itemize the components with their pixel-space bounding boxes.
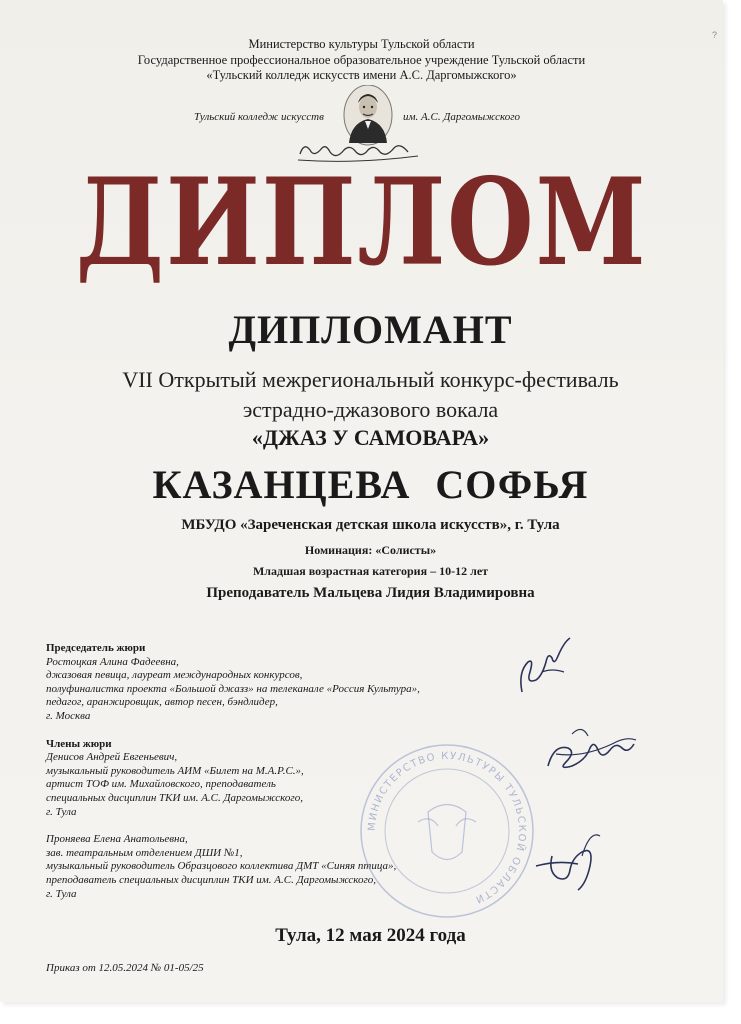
award-title: ДИПЛОМАНТ bbox=[228, 307, 513, 352]
jury-member-line: специальных дисциплин ТКИ им. А.С. Даргомыжского, bbox=[46, 791, 303, 804]
age-category: Младшая возрастная категория – 10-12 лет bbox=[252, 564, 489, 578]
jury-member-line: г. Тула bbox=[46, 805, 77, 818]
contest-name: «ДЖАЗ У САМОВАРА» bbox=[251, 425, 490, 450]
corner-mark: ? bbox=[712, 30, 718, 40]
official-stamp-icon bbox=[358, 742, 536, 920]
school-name: МБУДО «Зареченская детская школа искусств», г. Тула bbox=[181, 517, 560, 533]
jury-member-line: Денисов Андрей Евгеньевич, bbox=[46, 751, 178, 764]
jury-chair-heading: Председатель жюри bbox=[46, 642, 146, 654]
teacher-name: Преподаватель Мальцева Лидия Владимировна bbox=[206, 585, 535, 601]
jury-chair-line: джазовая певица, лауреат международных конкурсов, bbox=[46, 669, 303, 682]
order-number: Приказ от 12.05.2024 № 01-05/25 bbox=[46, 962, 204, 974]
chair-signature-icon bbox=[512, 632, 582, 702]
jury-member-line: музыкальный руководитель АИМ «Билет на М.А.Р.С.», bbox=[46, 764, 304, 777]
nomination: Номинация: «Солисты» bbox=[304, 543, 437, 557]
logo-left-text: Тульский колледж искусств bbox=[194, 111, 324, 123]
jury-member-line: г. Тула bbox=[46, 887, 77, 900]
jury-member-line: зав. театральным отделением ДШИ №1, bbox=[46, 846, 243, 859]
svg-text:МИНИСТЕРСТВО КУЛЬТУРЫ ТУЛЬСКОЙ: МИНИСТЕРСТВО КУЛЬТУРЫ ТУЛЬСКОЙ ОБЛАСТИ bbox=[366, 750, 528, 906]
jury-chair-line: Ростоцкая Алина Фадеевна, bbox=[46, 655, 179, 668]
college-line: «Тульский колледж искусств имени А.С. Даргомыжского» bbox=[206, 68, 517, 82]
member2-signature-icon bbox=[528, 826, 608, 896]
diploma-title: ДИПЛОМ bbox=[75, 152, 648, 293]
jury-member-line: преподаватель специальных дисциплин ТКИ им. А.С. Даргомыжского, bbox=[46, 873, 377, 886]
jury-member-line: артист ТОФ им. Михайловского, преподаватель bbox=[46, 778, 276, 791]
jury-member-line: Проняева Елена Анатольевна, bbox=[46, 833, 188, 846]
jury-member-line: музыкальный руководитель Образцового коллектива ДМТ «Синяя птица», bbox=[46, 860, 397, 873]
issue-date: Тула, 12 мая 2024 года bbox=[275, 925, 466, 946]
member1-signature-icon bbox=[542, 714, 642, 784]
jury-chair-line: педагог, аранжировщик, автор песен, бэндлидер, bbox=[46, 696, 278, 709]
logo-right-text: им. А.С. Даргомыжского bbox=[403, 111, 521, 123]
ministry-line: Министерство культуры Тульской области bbox=[248, 37, 475, 51]
contest-line-1: VII Открытый межрегиональный конкурс-фестиваль bbox=[122, 367, 619, 392]
jury-chair-line: полуфиналистка проекта «Большой джазз» на телеканале «Россия Культура», bbox=[46, 682, 420, 695]
contest-line-2: эстрадно-джазового вокала bbox=[242, 397, 499, 422]
institution-line: Государственное профессиональное образовательное учреждение Тульской области bbox=[137, 53, 586, 67]
student-name: КАЗАНЦЕВА СОФЬЯ bbox=[152, 462, 589, 507]
jury-chair-line: г. Москва bbox=[46, 709, 91, 722]
spacer bbox=[46, 724, 476, 738]
jury-members-heading: Члены жюри bbox=[46, 737, 112, 750]
